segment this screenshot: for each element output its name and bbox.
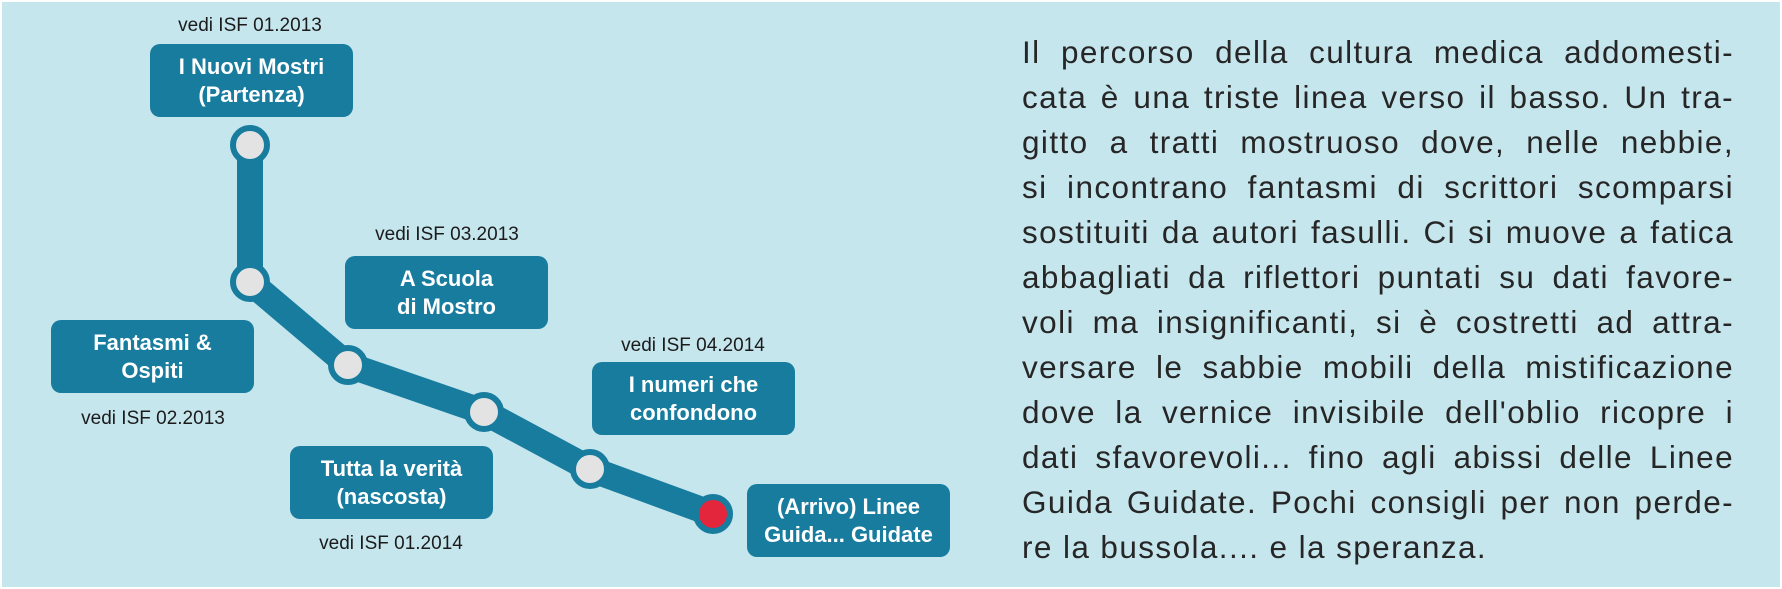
- stop-label-verita: [290, 446, 493, 519]
- stop-node-arrivo: [696, 497, 730, 531]
- stop-reference-fantasmi: vedi ISF 02.2013: [81, 408, 225, 429]
- stop-label-line: (Partenza): [198, 81, 305, 107]
- description-line: dati sfavorevoli... fino agli abissi delle Linee: [1022, 439, 1734, 475]
- description-line: Guida Guidate. Pochi consigli per non perde-: [1022, 484, 1734, 520]
- stop-label-scuola: [345, 256, 548, 329]
- stop-reference-partenza: vedi ISF 01.2013: [178, 15, 322, 36]
- stop-node-partenza: [233, 128, 267, 162]
- stop-label-line: (Arrivo) Linee: [776, 493, 921, 519]
- stop-label-line: Fantasmi &: [93, 329, 212, 355]
- description-line: abbagliati da riflettori puntati su dati favore-: [1022, 259, 1734, 295]
- description-line: Il percorso della cultura medica addomesti-: [1022, 34, 1734, 70]
- stop-label-line: Ospiti: [121, 357, 184, 383]
- stop-node-fantasmi: [233, 265, 267, 299]
- stop-label-line: Tutta la verità: [320, 455, 463, 481]
- description-line: gitto a tratti mostruoso dove, nelle nebbie,: [1022, 124, 1734, 160]
- description-line: cata è una triste linea verso il basso. Un tra-: [1022, 79, 1734, 115]
- stop-label-numeri: [592, 362, 795, 435]
- description-line: re la bussola.... e la speranza.: [1022, 529, 1488, 565]
- stop-label-line: I numeri che: [628, 371, 759, 397]
- description-line: versare le sabbie mobili della mistificazione: [1022, 349, 1734, 385]
- stop-label-line: A Scuola: [399, 265, 494, 291]
- stop-label-line: (nascosta): [336, 483, 447, 509]
- stop-label-fantasmi: [51, 320, 254, 393]
- stop-node-verita: [467, 395, 501, 429]
- stop-reference-numeri: vedi ISF 04.2014: [621, 335, 765, 356]
- stop-label-line: confondono: [629, 399, 758, 425]
- description-line: voli ma insignificanti, si è costretti ad attra-: [1022, 304, 1734, 340]
- description-line: sostituiti da autori fasulli. Ci si muove a fatica: [1022, 214, 1734, 250]
- stop-label-line: I Nuovi Mostri: [178, 53, 325, 79]
- stop-label-partenza: [150, 44, 353, 117]
- description-line: dove la vernice invisibile dell'oblio ricopre i: [1022, 394, 1734, 430]
- description-line: si incontrano fantasmi di scrittori scomparsi: [1022, 169, 1734, 205]
- stop-label-line: Guida... Guidate: [764, 521, 933, 547]
- stop-reference-verita: vedi ISF 01.2014: [319, 533, 463, 554]
- stop-label-line: di Mostro: [397, 293, 496, 319]
- stop-node-numeri: [573, 452, 607, 486]
- stop-reference-scuola: vedi ISF 03.2013: [375, 224, 519, 245]
- stop-node-scuola: [331, 348, 365, 382]
- description-paragraph: [1022, 30, 1734, 570]
- stop-label-arrivo: [747, 484, 950, 557]
